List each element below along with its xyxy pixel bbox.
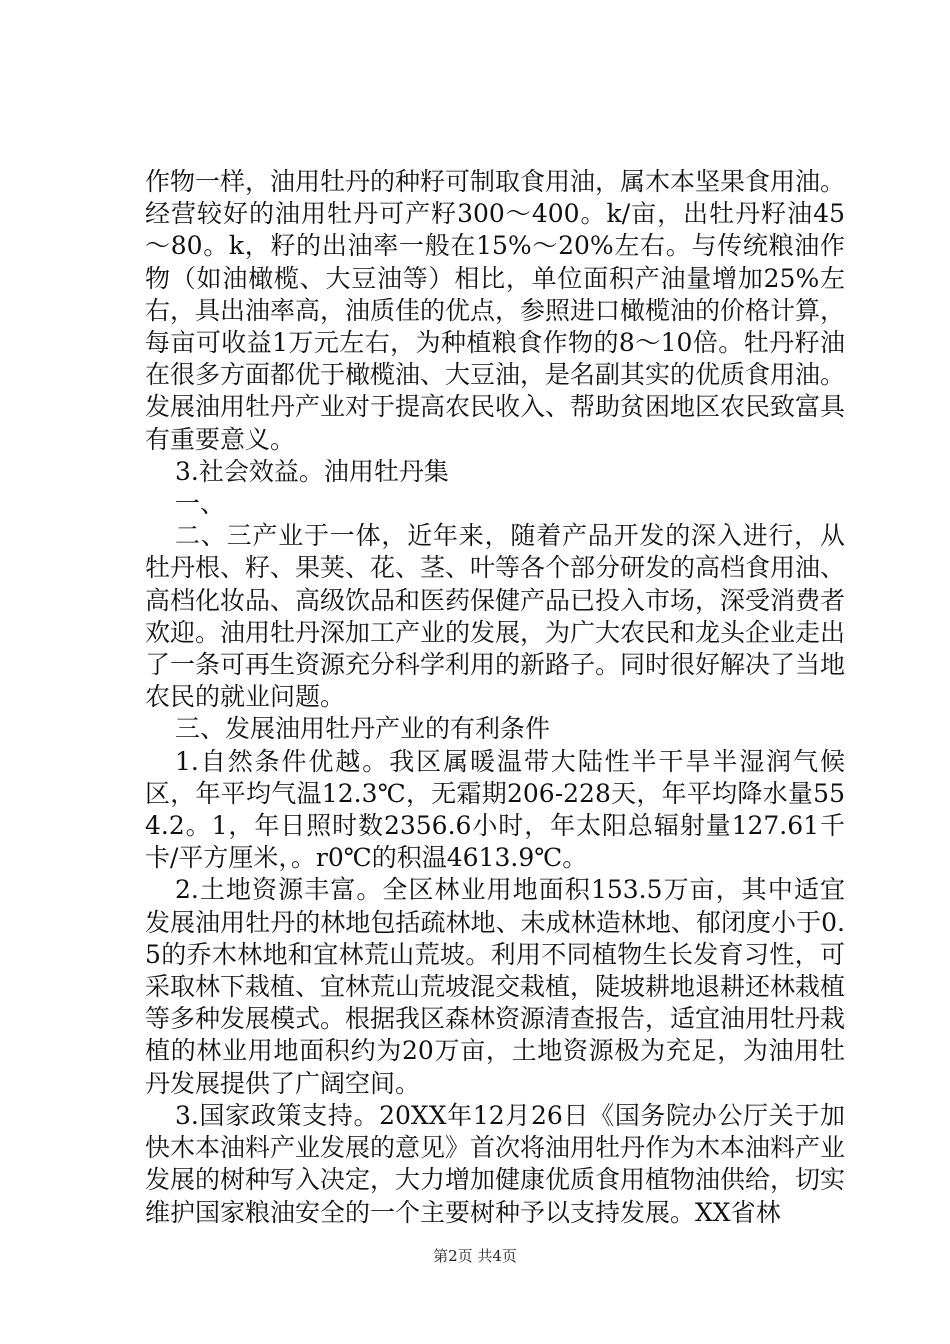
paragraph-natural-conditions: 1.自然条件优越。我区属暖温带大陆性半干旱半湿润气候区，年平均气温12.3℃，无霜期206-228天，年平均降水量554.2。1，年日照时数2356.6小时，年太阳总辐射量127.61千卡/平方厘米，。r0℃的积温4613.9℃。 xyxy=(145,746,845,873)
paragraph-policy-support: 3.国家政策支持。20XX年12月26日《国务院办公厅关于加快木本油料产业发展的意见》首次将油用牡丹作为木本油料产业发展的树种写入决定，大力增加健康优质食用植物油供给，切实维护国家粮油安全的一个主要树种予以支持发展。XX省林 xyxy=(145,1100,846,1227)
paragraph-list-marker: 一、 xyxy=(175,489,226,519)
paragraph-economic-benefit: 作物一样，油用牡丹的种籽可制取食用油，属木本坚果食用油。经营较好的油用牡丹可产籽300～400。k/亩，出牡丹籽油45～80。k，籽的出油率一般在15%～20%左右。与传统粮油作物（如油橄榄、大豆油等）相比，单位面积产油量增加25%左右，具出油率高，油质佳的优点，参照进口橄榄油的价格计算，每亩可收益1万元左右，为种植粮食作物的8～10倍。牡丹籽油在很多方面都优于橄榄油、大豆油，是名副其实的优质食用油。发展油用牡丹产业对于提高农民收入、帮助贫困地区农民致富具有重要意义。 xyxy=(145,167,846,454)
paragraph-social-benefit-heading: 3.社会效益。油用牡丹集 xyxy=(175,456,449,486)
paragraph-social-benefit: 二、三产业于一体，近年来，随着产品开发的深入进行，从牡丹根、籽、果荚、花、茎、叶等各个部分研发的高档食用油、高档化妆品、高级饮品和医药保健产品已投入市场，深受消费者欢迎。油用牡丹深加工产业的发展，为广大农民和龙头企业走出了一条可再生资源充分科学利用的新路子。同时很好解决了当地农民的就业问题。 xyxy=(145,521,846,712)
paragraph-land-resources: 2.土地资源丰富。全区林业用地面积153.5万亩，其中适宜发展油用牡丹的林地包括疏林地、未成林造林地、郁闭度小于0.5的乔木林地和宜林荒山荒坡。利用不同植物生长发育习性，可采取林下栽植、宜林荒山荒坡混交栽植，陡坡耕地退耕还林栽植等多种发展模式。根据我区森林资源清查报告，适宜油用牡丹栽植的林业用地面积约为20万亩，土地资源极为充足，为油用牡丹发展提供了广阔空间。 xyxy=(145,875,846,1098)
section-heading-favorable-conditions: 三、发展油用牡丹产业的有利条件 xyxy=(175,714,551,744)
document-body xyxy=(145,166,845,1229)
page-footer: 第2页 共4页 xyxy=(433,1247,517,1265)
